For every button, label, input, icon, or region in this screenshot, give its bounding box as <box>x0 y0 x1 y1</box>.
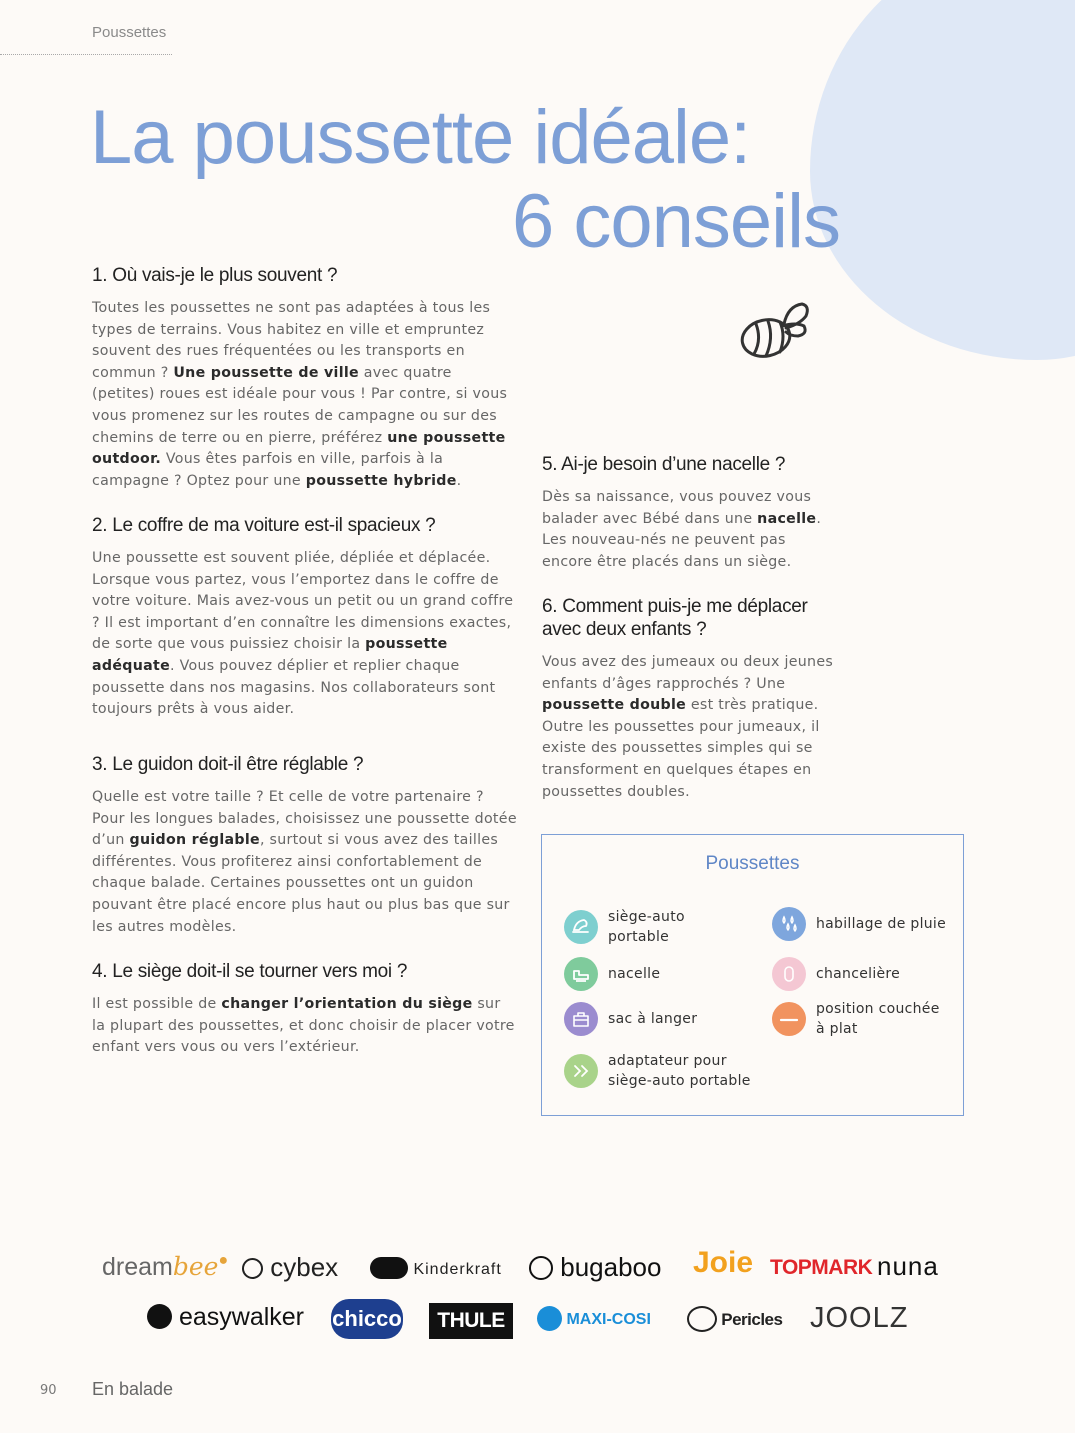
legend-item-footmuff <box>772 957 900 991</box>
legend-label: chancelière <box>816 966 901 982</box>
text-run: Dès sa naissance, vous pouvez vous balader avec Bébé dans une <box>542 489 812 527</box>
brand-kinderkraft-label: Kinderkraft <box>413 1261 502 1278</box>
bee-mini-icon: ● <box>218 1252 229 1269</box>
tip-heading: 2. Le coffre de ma voiture est-il spacieux ? <box>92 515 436 536</box>
brand-dreambee-suffix: bee <box>172 1252 219 1281</box>
text-run: . Les nouveau-nés ne peuvent pas encore être placés dans un siège. <box>542 510 822 570</box>
tip-text <box>542 652 842 803</box>
bold-phrase: poussette hybride <box>305 472 457 489</box>
decorative-blob <box>810 0 1075 360</box>
brand-thule: THULE <box>429 1303 513 1339</box>
text-run: est très pratique. Outre les poussettes pour jumeaux, il existe des poussettes simples qui se transforment en quelques étapes en poussettes doubles. <box>542 697 820 800</box>
text-run: Une poussette est souvent pliée, dépliée et déplacée. Lorsque vous partez, vous l’emportez dans le coffre de votre voiture. Mais avez-vous un petit ou un grand coffre ? Il est important d’en connaître les dimensions exactes, de sorte que vous puissiez choisir la <box>92 550 514 653</box>
text-run: sur la plupart des poussettes, et donc choisir de placer votre enfant vers vous ou vers l’extérieur. <box>92 996 515 1056</box>
tip-heading: 5. Ai-je besoin d’une nacelle ? <box>542 454 786 475</box>
bold-phrase: poussette double <box>542 697 687 714</box>
text-run: . <box>456 472 462 489</box>
car-seat-icon <box>564 910 598 944</box>
page-number: 90 <box>40 1383 57 1398</box>
pericles-logo-icon <box>687 1306 717 1332</box>
bassinet-icon <box>564 957 598 991</box>
legend-item-lie-flat <box>772 999 952 1039</box>
lie-flat-icon <box>772 1002 806 1036</box>
brand-joolz: JOOLZ <box>810 1302 909 1334</box>
text-run: Vous avez des jumeaux ou deux jeunes enfants d’âges rapprochés ? Une <box>542 654 834 692</box>
legend-box <box>541 834 964 1116</box>
bold-phrase: poussette adéquate <box>92 636 448 674</box>
section-tag: Poussettes <box>92 24 167 41</box>
tip-5 <box>542 453 832 573</box>
brand-easywalker <box>147 1303 304 1332</box>
text-run: Vous êtes parfois en ville, parfois à la campagne ? Optez pour une <box>92 451 444 489</box>
brand-topmark: TOPMARK <box>770 1256 873 1279</box>
adapter-icon <box>564 1054 598 1088</box>
legend-label: siège-auto portable <box>608 909 685 945</box>
brand-cybex-label: cybex <box>270 1252 339 1282</box>
text-run: , surtout si vous avez des tailles différentes. Vous profiterez ainsi confortablement de chaque balade. Certaines poussettes ont un guidon pouvant être placé encore plus haut ou plus bas que sur les autres modèles. <box>92 832 510 935</box>
text-run: Il est possible de <box>92 996 222 1012</box>
brand-nuna: nuna <box>877 1251 939 1281</box>
brand-pericles <box>687 1306 782 1332</box>
bold-phrase: changer l’orientation du siège <box>221 996 473 1012</box>
legend-item-rain-cover <box>772 907 952 941</box>
page-title-line-1: La poussette idéale: <box>90 95 751 180</box>
tip-text <box>542 487 832 573</box>
tip-2 <box>92 514 517 721</box>
brand-dreambee <box>102 1252 228 1282</box>
bugaboo-logo-icon <box>529 1256 553 1280</box>
bold-phrase: nacelle <box>757 510 817 527</box>
brand-maxi-cosi <box>537 1306 651 1331</box>
bold-phrase: Une poussette de ville <box>173 364 359 381</box>
tip-text <box>92 298 517 492</box>
raindrops-icon <box>772 907 806 941</box>
easywalker-logo-icon <box>147 1304 172 1329</box>
text-run: . Vous pouvez déplier et replier chaque poussette dans nos magasins. Nos collaborateurs sont toujours prêts à vous aider. <box>92 657 496 718</box>
section-tag-divider <box>0 54 172 55</box>
tip-text <box>92 548 517 721</box>
brand-bugaboo <box>529 1252 661 1283</box>
brand-pericles-label: Pericles <box>721 1310 783 1329</box>
legend-item-diaper-bag <box>564 1002 697 1036</box>
brand-kinderkraft <box>370 1257 502 1279</box>
brand-bugaboo-label: bugaboo <box>560 1252 662 1282</box>
tip-heading: 3. Le guidon doit-il être réglable ? <box>92 754 364 775</box>
brand-cybex <box>242 1252 338 1283</box>
legend-item-car-seat <box>564 907 744 947</box>
brand-dreambee-word: dream <box>102 1253 173 1281</box>
brand-joie: Joie <box>693 1246 754 1279</box>
tip-heading: 6. Comment puis-je me déplacer avec deux enfants ? <box>542 596 808 640</box>
tip-text <box>92 787 517 938</box>
legend-label: nacelle <box>608 966 661 982</box>
brand-maxi-cosi-label: MAXI-COSI <box>566 1311 651 1328</box>
bold-phrase: guidon réglable <box>129 832 260 849</box>
bee-icon <box>736 296 816 366</box>
tip-3 <box>92 753 517 938</box>
footmuff-icon <box>772 957 806 991</box>
tip-6 <box>542 595 842 803</box>
page-title-line-2: 6 conseils <box>512 179 840 264</box>
legend-label: sac à langer <box>608 1011 698 1027</box>
legend-item-bassinet <box>564 957 660 991</box>
legend-item-adapter <box>564 1051 774 1091</box>
diaper-bag-icon <box>564 1002 598 1036</box>
tip-heading: 4. Le siège doit-il se tourner vers moi ? <box>92 961 408 982</box>
tip-text <box>92 994 517 1059</box>
legend-label: adaptateur pour siège-auto portable <box>608 1053 751 1089</box>
tip-1 <box>92 264 517 492</box>
tip-heading: 1. Où vais-je le plus souvent ? <box>92 265 338 286</box>
text-run: Quelle est votre taille ? Et celle de votre partenaire ? Pour les longues balades, choisissez une poussette dotée d’un <box>92 789 517 849</box>
brand-chicco: chicco <box>331 1299 403 1339</box>
legend-label: position couchée à plat <box>816 1001 940 1037</box>
cybex-logo-icon <box>242 1258 263 1279</box>
bold-phrase: une poussette outdoor. <box>92 429 506 468</box>
legend-title: Poussettes <box>705 853 800 874</box>
brand-easywalker-label: easywalker <box>178 1303 305 1331</box>
tip-4 <box>92 960 517 1059</box>
text-run: avec quatre (petites) roues est idéale pour vous ! Par contre, si vous vous promenez sur les routes de campagne ou sur des chemins de terre ou en pierre, préférez <box>92 364 508 446</box>
kinderkraft-logo-icon <box>370 1257 408 1279</box>
legend-label: habillage de pluie <box>816 916 947 932</box>
footer-label: En balade <box>92 1379 174 1399</box>
maxi-cosi-logo-icon <box>537 1306 562 1331</box>
text-run: Toutes les poussettes ne sont pas adaptées à tous les types de terrains. Vous habitez en ville et empruntez souvent des rues fréquentées ou les transports en commun ? <box>92 300 491 381</box>
